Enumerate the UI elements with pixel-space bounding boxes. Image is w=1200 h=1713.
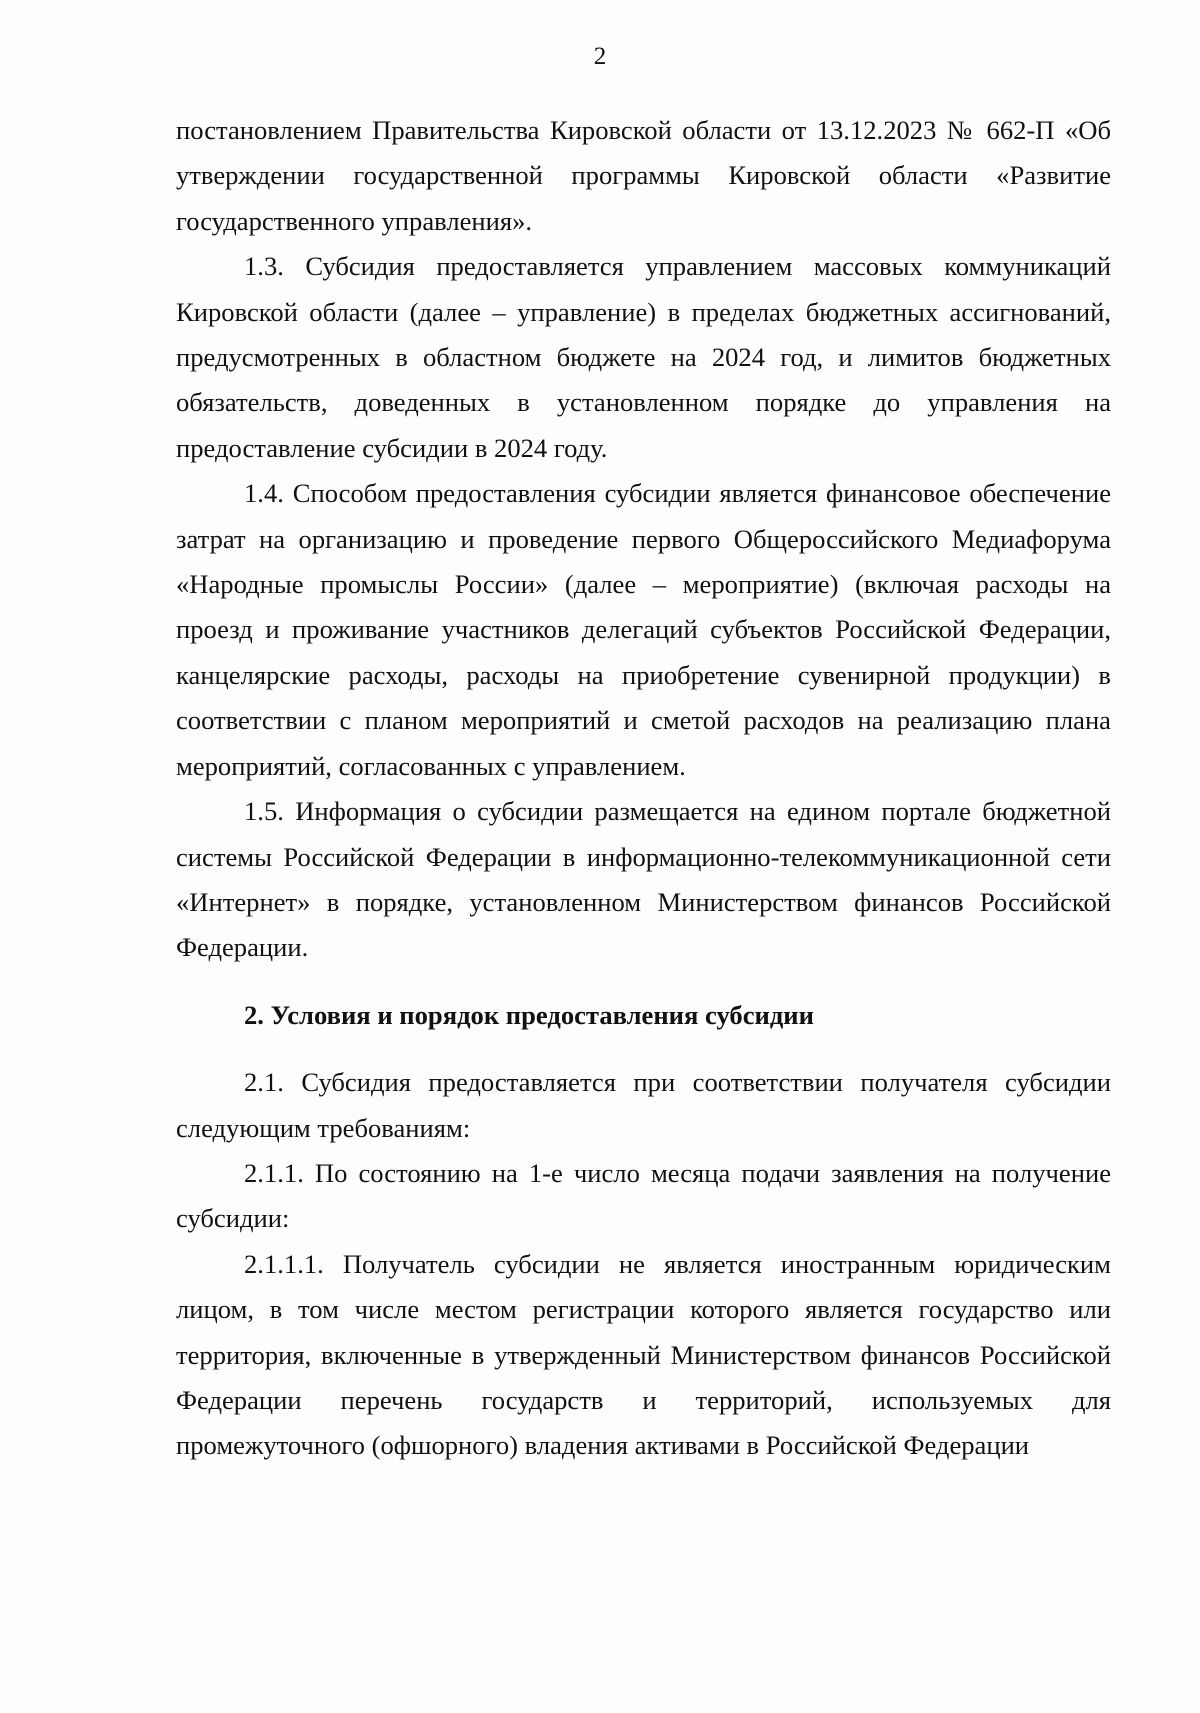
paragraph-continuation: постановлением Правительства Кировской области от 13.12.2023 № 662-П «Об утверждении государственной программы Кировской области «Развитие государственного управления». [176, 115, 1111, 236]
document-body [176, 108, 1111, 1469]
paragraph-2-1-1: 2.1.1. По состоянию на 1-е число месяца подачи заявления на получение субсидии: [176, 1157, 1111, 1234]
paragraph-1-3: 1.3. Субсидия предоставляется управлением массовых коммуникаций Кировской области (далее – управление) в пределах бюджетных ассигнований, предусмотренных в областном бюджете на 2024 год, и лимитов бюджетных обязательств, доведенных в установленном порядке до управления на предоставление субсидии в 2024 году. [176, 251, 1111, 463]
paragraph-2-1: 2.1. Субсидия предоставляется при соответствии получателя субсидии следующим требованиям: [176, 1067, 1111, 1143]
page-number: 2 [593, 43, 607, 70]
paragraph-1-4: 1.4. Способом предоставления субсидии является финансовое обеспечение затрат на организацию и проведение первого Общероссийского Медиафорума «Народные промыслы России» (далее – мероприятие) (включая расходы на проезд и проживание участников делегаций субъектов Российской Федерации, канцелярские расходы, расходы на приобретение сувенирной продукции) в соответствии с планом мероприятий и сметой расходов на реализацию плана мероприятий, согласованных с управлением. [176, 478, 1111, 781]
paragraph-2-1-1-1: 2.1.1.1. Получатель субсидии не является иностранным юридическим лицом, в том числе местом регистрации которого является государство или территория, включенные в утвержденный Министерством финансов Российской Федерации перечень государств и территорий, используемых для промежуточного (офшорного) владения активами в Российской Федерации [176, 1248, 1111, 1461]
paragraph-1-5: 1.5. Информация о субсидии размещается на едином портале бюджетной системы Российской Федерации в информационно-телекоммуникационной сети «Интернет» в порядке, установленном Министерством финансов Российской Федерации. [176, 796, 1111, 963]
section-heading: 2. Условия и порядок предоставления субсидии [244, 999, 814, 1030]
